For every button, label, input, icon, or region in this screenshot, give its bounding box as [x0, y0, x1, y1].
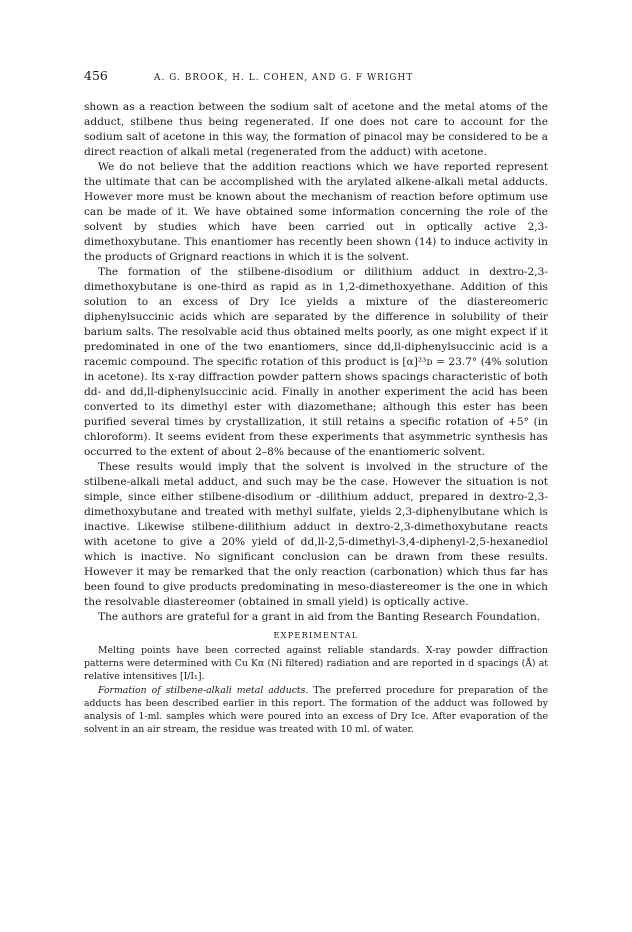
paragraph: shown as a reaction between the sodium salt of acetone and the metal atoms of the adduct, stilbene thus being regenerated. If one does not care to account for the sodium salt of acetone in this way, the formation of pinacol may be considered to be a direct reaction of alkali metal (regenerated from the adduct) with acetone. [84, 101, 548, 158]
run-in-heading: Formation of stilbene-alkali metal adducts. [98, 684, 309, 696]
paragraph: These results would imply that the solvent is involved in the structure of the stilbene-alkali metal adduct, and such may be the case. However the situation is not simple, since either stilbene-disodium or -dilithium adduct, prepared in dextro-2,3-dimethoxybutane and treated with methyl sulfate, yields 2,3-diphenylbutane which is inactive. Likewise stilbene-dilithium adduct in dextro-2,3-dimethoxybutane reacts with acetone to give a 20% yield of dd,ll-2,5-dimethyl-3,4-diphenyl-2,5-hexanediol which is inactive. No significant conclusion can be drawn from these results. However it may be remarked that the only reaction (carbonation) which thus far has been found to give products predominating in meso-diastereomer is the one in which the resolvable diastereomer (obtained in small yield) is optically active. [84, 461, 548, 608]
body-text [84, 100, 548, 625]
experimental-paragraph: Melting points have been corrected against reliable standards. X-ray powder diffraction patterns were determined with Cu Kα (Ni filtered) radiation and are reported in d spacings (Å) at relative intensitives [I/I₁]. [84, 645, 548, 683]
paragraph: The formation of the stilbene-disodium or dilithium adduct in dextro-2,3-dimethoxybutane is one-third as rapid as in 1,2-dimethoxyethane. Addition of this solution to an excess of Dry Ice yields a mixture of the diastereomeric diphenylsuccinic acids which are separated by the difference in solubility of their barium salts. The resolvable acid thus obtained melts poorly, as one might expect if it predominated in one of the two enantiomers, since dd,ll-diphenylsuccinic acid is a racemic compound. The specific rotation of this product is [α]²³ᴅ = 23.7° (4% solution in acetone). Its x-ray diffraction powder pattern shows spacings characteristic of both dd- and dd,ll-diphenylsuccinic acid. Finally in another experiment the acid has been converted to its dimethyl ester with diazomethane; although this ester has been purified several times by crystallization, it still retains a specific rotation of +5° (in chloroform). It seems evident from these experiments that asymmetric synthesis has occurred to the extent of about 2–8% because of the enantiomeric solvent. [84, 266, 548, 458]
paragraph: We do not believe that the addition reactions which we have reported represent the ultimate that can be accomplished with the arylated alkene-alkali metal adducts. However more must be known about the mechanism of reaction before optimum use can be made of it. We have obtained some information concerning the role of the solvent by studies which have been carried out in optically active 2,3-dimethoxybutane. This enantiomer has recently been shown (14) to induce activity in the products of Grignard reactions in which it is the solvent. [84, 161, 548, 263]
page-header [84, 68, 548, 90]
experimental-text [84, 644, 548, 736]
running-head: A. G. BROOK, H. L. COHEN, AND G. F WRIGHT [154, 73, 414, 83]
paper-page [84, 68, 548, 736]
paragraph-text: The preferred procedure for preparation of the adducts has been described earlier in this report. The formation of the adduct was followed by analysis of 1-ml. samples which were poured into an excess of Dry Ice. After evaporation of the solvent in an air stream, the residue was treated with 10 ml. of water. [84, 684, 548, 736]
experimental-paragraph [84, 684, 548, 737]
paragraph: The authors are grateful for a grant in aid from the Banting Research Foundation. [98, 611, 541, 623]
page-number: 456 [84, 68, 108, 83]
section-heading: EXPERIMENTAL [273, 630, 359, 640]
